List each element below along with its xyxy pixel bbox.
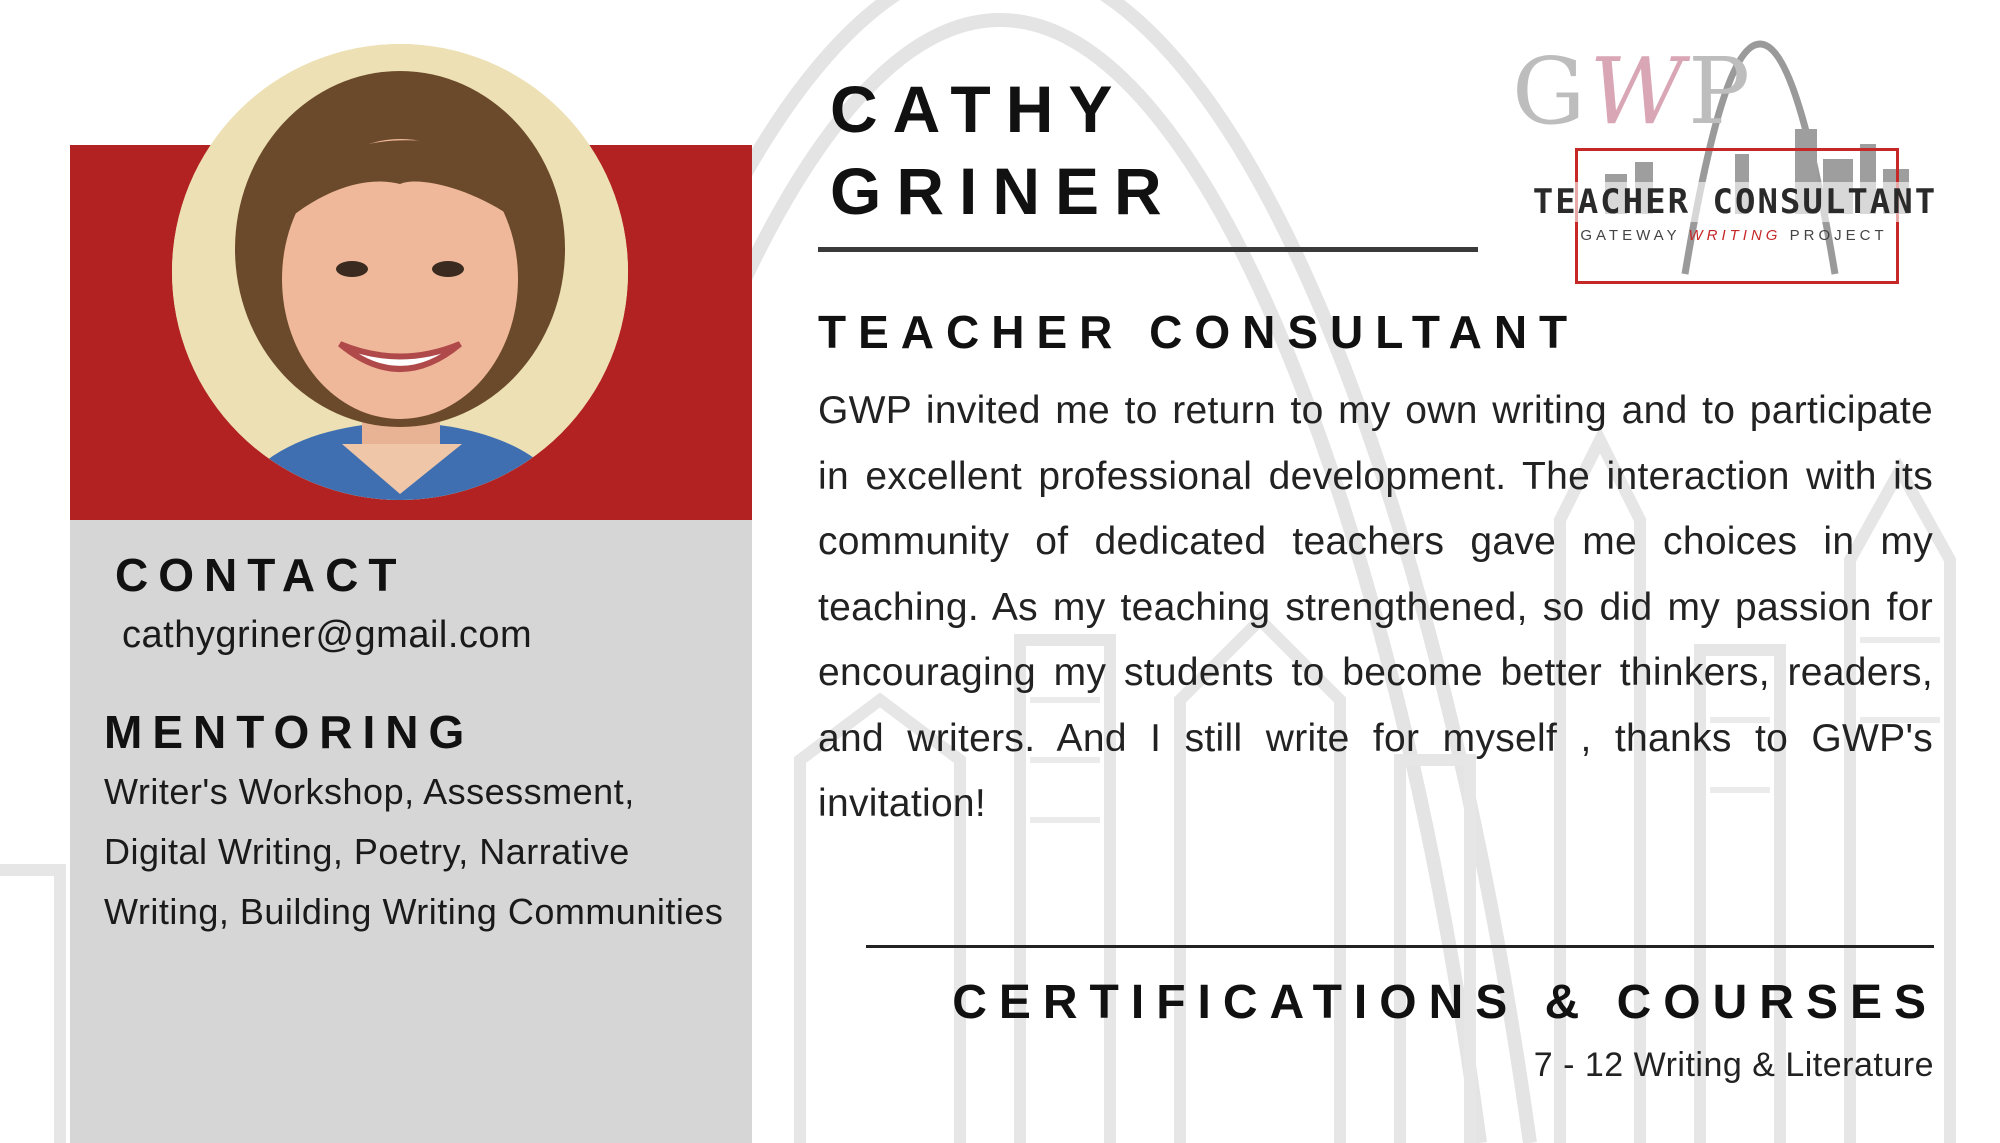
contact-email[interactable]: cathygriner@gmail.com bbox=[122, 614, 533, 656]
name-divider bbox=[818, 247, 1478, 252]
logo-letters: GWP bbox=[1512, 38, 1754, 145]
name-last: GRINER bbox=[830, 154, 1177, 228]
certifications-heading: CERTIFICATIONS & COURSES bbox=[952, 976, 1938, 1029]
logo-subtitle: GATEWAY WRITING PROJECT bbox=[1580, 227, 1888, 244]
certification-item: 7 - 12 Writing & Literature bbox=[1533, 1046, 1934, 1084]
mentoring-heading: MENTORING bbox=[104, 706, 475, 758]
contact-heading: CONTACT bbox=[115, 549, 407, 601]
certifications-divider bbox=[866, 945, 1934, 948]
bio-paragraph: GWP invited me to return to my own writing and to participate in excellent professional development. The interaction with its community of dedicated teachers gave me choices in my teaching. As my teaching strengthened, so did my passion for encouraging my students to become better thinkers, readers, and writers. And I still write for myself , thanks to GWP's invitation! bbox=[818, 389, 1933, 825]
role-heading: TEACHER CONSULTANT bbox=[818, 306, 1580, 358]
avatar bbox=[172, 44, 628, 500]
logo-title: TEACHER CONSULTANT bbox=[1525, 182, 1945, 222]
person-name bbox=[830, 68, 1177, 232]
name-first: CATHY bbox=[830, 72, 1128, 146]
gwp-logo bbox=[1505, 34, 1938, 284]
mentoring-topics: Writer's Workshop, Assessment, Digital Writing, Poetry, Narrative Writing, Building Writing Communities bbox=[104, 771, 724, 932]
portrait-photo bbox=[172, 44, 628, 500]
